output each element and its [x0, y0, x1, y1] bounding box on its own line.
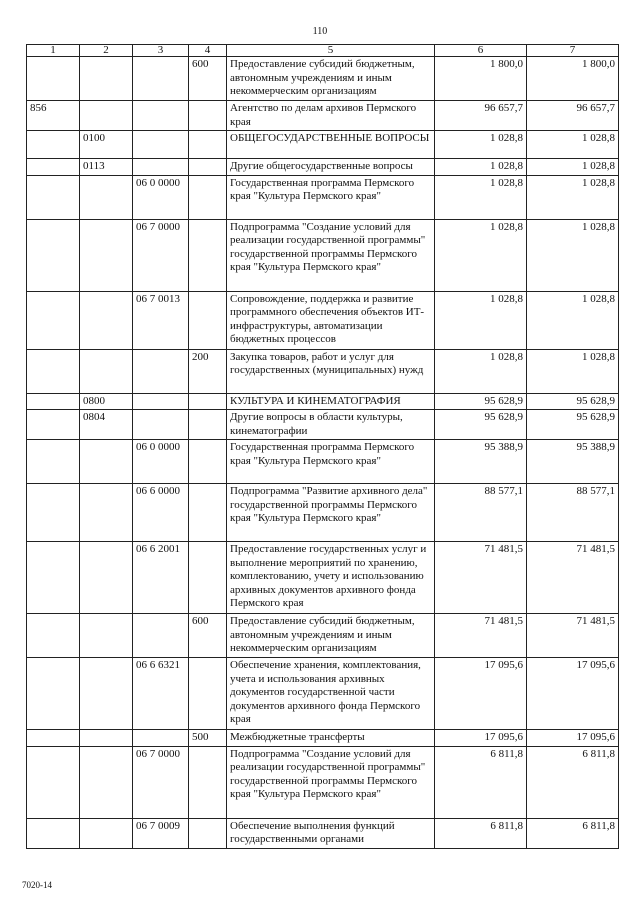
col-7-cell: 1 028,8 [527, 219, 619, 291]
col-6-cell: 6 811,8 [435, 818, 527, 848]
col-5-cell: Другие общегосударственные вопросы [227, 159, 435, 176]
col-1-cell [27, 746, 80, 818]
col-1-cell [27, 291, 80, 349]
col-7-cell: 1 028,8 [527, 159, 619, 176]
col-5-cell: Агентство по делам архивов Пермского края [227, 101, 435, 131]
col-2-cell [80, 219, 133, 291]
col-3-cell: 06 0 0000 [133, 440, 189, 484]
col-7-cell: 95 628,9 [527, 410, 619, 440]
col-6-cell: 1 028,8 [435, 349, 527, 393]
col-1-cell [27, 542, 80, 614]
col-4-cell [189, 542, 227, 614]
table-row [27, 542, 619, 614]
col-1-cell [27, 131, 80, 159]
col-5-cell: Подпрограмма "Создание условий для реализации государственной программы" государственной программы Пермского края "Культура Пермского края" [227, 746, 435, 818]
col-7-cell: 1 028,8 [527, 349, 619, 393]
table-row [27, 57, 619, 101]
column-header: 2 [80, 45, 133, 57]
col-5-cell: Межбюджетные трансферты [227, 730, 435, 747]
col-4-cell [189, 746, 227, 818]
col-3-cell [133, 730, 189, 747]
col-5-cell: Государственная программа Пермского края "Культура Пермского края" [227, 440, 435, 484]
col-6-cell: 1 028,8 [435, 131, 527, 159]
col-3-cell: 06 7 0000 [133, 746, 189, 818]
col-7-cell: 6 811,8 [527, 818, 619, 848]
col-2-cell: 0800 [80, 393, 133, 410]
col-1-cell [27, 349, 80, 393]
col-3-cell [133, 614, 189, 658]
col-1-cell [27, 730, 80, 747]
col-3-cell [133, 131, 189, 159]
col-7-cell: 96 657,7 [527, 101, 619, 131]
table-row [27, 159, 619, 176]
col-4-cell [189, 219, 227, 291]
col-7-cell: 17 095,6 [527, 658, 619, 730]
column-header: 5 [227, 45, 435, 57]
col-5-cell: Подпрограмма "Создание условий для реализации государственной программы" государственной программы Пермского края "Культура Пермского края" [227, 219, 435, 291]
col-6-cell: 71 481,5 [435, 614, 527, 658]
table-row [27, 219, 619, 291]
col-4-cell: 600 [189, 57, 227, 101]
col-7-cell: 17 095,6 [527, 730, 619, 747]
col-3-cell [133, 393, 189, 410]
table-row [27, 291, 619, 349]
col-2-cell [80, 484, 133, 542]
col-4-cell [189, 101, 227, 131]
col-2-cell: 0804 [80, 410, 133, 440]
col-2-cell [80, 57, 133, 101]
table-row [27, 131, 619, 159]
table-row [27, 746, 619, 818]
col-4-cell: 500 [189, 730, 227, 747]
col-4-cell [189, 159, 227, 176]
col-6-cell: 95 628,9 [435, 410, 527, 440]
col-1-cell [27, 393, 80, 410]
col-5-cell: Обеспечение хранения, комплектования, учета и использования архивных документов государственной части документов архивного фонда Пермского края [227, 658, 435, 730]
col-7-cell: 1 028,8 [527, 175, 619, 219]
budget-table [26, 44, 619, 849]
col-6-cell: 1 028,8 [435, 219, 527, 291]
col-2-cell [80, 614, 133, 658]
col-3-cell [133, 101, 189, 131]
col-4-cell [189, 818, 227, 848]
header-row [27, 45, 619, 57]
table-row [27, 730, 619, 747]
col-6-cell: 17 095,6 [435, 658, 527, 730]
col-2-cell [80, 440, 133, 484]
col-6-cell: 1 028,8 [435, 159, 527, 176]
col-4-cell: 600 [189, 614, 227, 658]
col-7-cell: 1 028,8 [527, 131, 619, 159]
col-2-cell [80, 542, 133, 614]
col-5-cell: ОБЩЕГОСУДАРСТВЕННЫЕ ВОПРОСЫ [227, 131, 435, 159]
col-4-cell [189, 393, 227, 410]
footer-code: 7020-14 [22, 880, 52, 890]
col-5-cell: Другие вопросы в области культуры, кинематографии [227, 410, 435, 440]
col-2-cell [80, 746, 133, 818]
col-2-cell [80, 730, 133, 747]
col-3-cell [133, 410, 189, 440]
col-1-cell [27, 175, 80, 219]
col-2-cell: 0113 [80, 159, 133, 176]
col-7-cell: 95 628,9 [527, 393, 619, 410]
col-1-cell [27, 57, 80, 101]
col-6-cell: 96 657,7 [435, 101, 527, 131]
col-6-cell: 17 095,6 [435, 730, 527, 747]
col-4-cell [189, 440, 227, 484]
col-7-cell: 1 800,0 [527, 57, 619, 101]
table-row [27, 484, 619, 542]
col-3-cell: 06 0 0000 [133, 175, 189, 219]
page-number: 110 [312, 26, 328, 37]
col-3-cell: 06 6 0000 [133, 484, 189, 542]
col-2-cell [80, 658, 133, 730]
col-6-cell: 71 481,5 [435, 542, 527, 614]
col-3-cell: 06 6 2001 [133, 542, 189, 614]
col-3-cell [133, 57, 189, 101]
col-7-cell: 6 811,8 [527, 746, 619, 818]
col-5-cell: КУЛЬТУРА И КИНЕМАТОГРАФИЯ [227, 393, 435, 410]
table-row [27, 410, 619, 440]
col-5-cell: Закупка товаров, работ и услуг для государственных (муниципальных) нужд [227, 349, 435, 393]
col-6-cell: 1 028,8 [435, 175, 527, 219]
col-6-cell: 95 388,9 [435, 440, 527, 484]
col-6-cell: 1 028,8 [435, 291, 527, 349]
table-row [27, 393, 619, 410]
col-2-cell: 0100 [80, 131, 133, 159]
col-6-cell: 6 811,8 [435, 746, 527, 818]
table-row [27, 175, 619, 219]
col-6-cell: 95 628,9 [435, 393, 527, 410]
col-4-cell: 200 [189, 349, 227, 393]
column-header: 3 [133, 45, 189, 57]
table-row [27, 658, 619, 730]
col-2-cell [80, 175, 133, 219]
col-7-cell: 71 481,5 [527, 614, 619, 658]
col-1-cell [27, 159, 80, 176]
col-4-cell [189, 410, 227, 440]
table-row [27, 440, 619, 484]
col-1-cell [27, 658, 80, 730]
col-3-cell: 06 6 6321 [133, 658, 189, 730]
col-5-cell: Предоставление субсидий бюджетным, автономным учреждениям и иным некоммерческим организациям [227, 614, 435, 658]
col-5-cell: Предоставление субсидий бюджетным, автономным учреждениям и иным некоммерческим организациям [227, 57, 435, 101]
col-3-cell: 06 7 0009 [133, 818, 189, 848]
col-3-cell [133, 349, 189, 393]
table-row [27, 101, 619, 131]
table-row [27, 818, 619, 848]
col-7-cell: 71 481,5 [527, 542, 619, 614]
column-header: 4 [189, 45, 227, 57]
col-1-cell [27, 410, 80, 440]
col-1-cell [27, 219, 80, 291]
col-1-cell [27, 484, 80, 542]
column-header: 1 [27, 45, 80, 57]
col-2-cell [80, 349, 133, 393]
col-3-cell: 06 7 0000 [133, 219, 189, 291]
col-4-cell [189, 658, 227, 730]
col-1-cell: 856 [27, 101, 80, 131]
col-4-cell [189, 175, 227, 219]
col-4-cell [189, 131, 227, 159]
table-row [27, 349, 619, 393]
column-header: 7 [527, 45, 619, 57]
col-1-cell [27, 818, 80, 848]
col-4-cell [189, 484, 227, 542]
col-5-cell: Подпрограмма "Развитие архивного дела" государственной программы Пермского края "Культура Пермского края" [227, 484, 435, 542]
col-6-cell: 88 577,1 [435, 484, 527, 542]
col-7-cell: 88 577,1 [527, 484, 619, 542]
col-2-cell [80, 818, 133, 848]
col-2-cell [80, 101, 133, 131]
col-5-cell: Предоставление государственных услуг и выполнение мероприятий по хранению, комплектованию, учету и использованию архивных документов архивного фонда Пермского края [227, 542, 435, 614]
table-row [27, 614, 619, 658]
col-1-cell [27, 614, 80, 658]
col-4-cell [189, 291, 227, 349]
col-3-cell [133, 159, 189, 176]
col-3-cell: 06 7 0013 [133, 291, 189, 349]
col-6-cell: 1 800,0 [435, 57, 527, 101]
table-body [27, 57, 619, 849]
col-1-cell [27, 440, 80, 484]
col-5-cell: Сопровождение, поддержка и развитие программного обеспечения объектов ИТ-инфраструктуры, автоматизации бюджетных процессов [227, 291, 435, 349]
col-5-cell: Государственная программа Пермского края "Культура Пермского края" [227, 175, 435, 219]
col-5-cell: Обеспечение выполнения функций государственными органами [227, 818, 435, 848]
col-7-cell: 95 388,9 [527, 440, 619, 484]
col-7-cell: 1 028,8 [527, 291, 619, 349]
column-header: 6 [435, 45, 527, 57]
col-2-cell [80, 291, 133, 349]
